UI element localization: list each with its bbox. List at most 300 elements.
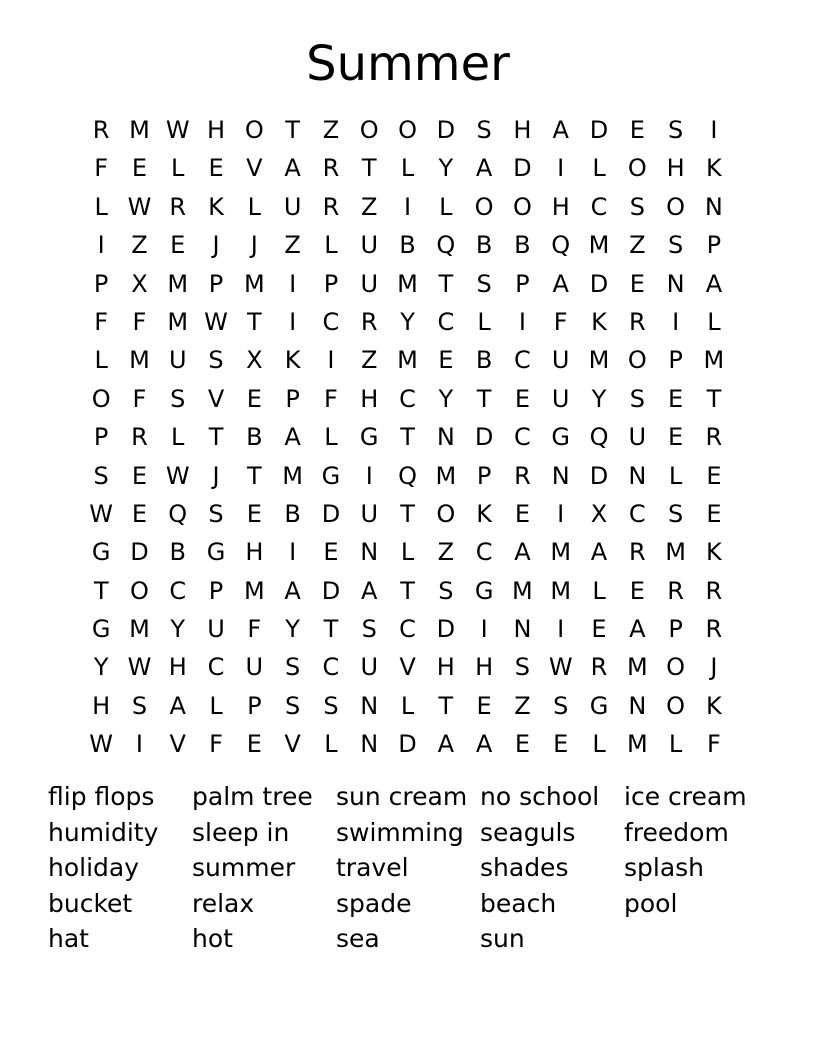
grid-letter: L <box>668 461 683 490</box>
grid-letter: H <box>360 384 379 413</box>
grid-letter: R <box>169 192 187 221</box>
grid-letter: T <box>93 576 109 605</box>
grid-letter: S <box>93 461 109 490</box>
grid-letter: C <box>514 346 531 375</box>
grid-letter: F <box>553 307 568 336</box>
grid-letter: Z <box>284 231 301 260</box>
grid-letter: H <box>475 653 494 682</box>
grid-letter: U <box>551 384 570 413</box>
grid-letter: H <box>207 116 226 144</box>
grid-letter: L <box>171 154 185 183</box>
grid-letter: I <box>135 730 143 759</box>
grid-letter: A <box>514 538 531 567</box>
word-list-item: palm tree <box>192 782 313 811</box>
grid-letter: S <box>667 499 684 528</box>
grid-letter: T <box>400 423 415 452</box>
grid-letter: V <box>246 154 263 183</box>
grid-letter: W <box>165 461 190 490</box>
grid-letter: S <box>514 653 531 682</box>
word-list-item: shades <box>480 853 569 882</box>
grid-letter: D <box>436 615 456 644</box>
grid-letter: Z <box>629 231 646 260</box>
grid-letter: R <box>92 116 110 144</box>
grid-letter: R <box>322 154 340 183</box>
grid-letter: S <box>553 691 569 720</box>
grid-letter: E <box>629 269 645 298</box>
grid-letter: C <box>399 384 416 413</box>
grid-letter: E <box>131 461 148 490</box>
grid-letter: D <box>589 269 609 298</box>
word-list-item: no school <box>480 782 600 811</box>
grid-letter: I <box>289 538 297 567</box>
grid-letter: Y <box>93 653 109 682</box>
grid-letter: W <box>165 116 190 144</box>
grid-letter: M <box>665 538 686 567</box>
grid-letter: M <box>282 461 303 490</box>
grid-letter: L <box>477 307 491 336</box>
grid-letter: I <box>710 116 718 144</box>
grid-letter: D <box>436 116 456 144</box>
grid-letter: G <box>321 461 341 490</box>
grid-letter: U <box>360 231 379 260</box>
grid-letter: U <box>360 269 379 298</box>
grid-letter: D <box>321 576 341 605</box>
grid-letter: Y <box>400 307 415 336</box>
grid-letter: A <box>437 730 455 759</box>
grid-letter: D <box>589 461 609 490</box>
grid-letter: B <box>284 499 301 528</box>
grid-letter: L <box>592 576 606 605</box>
grid-letter: G <box>551 423 571 452</box>
grid-letter: W <box>127 192 152 221</box>
grid-letter: M <box>512 576 533 605</box>
grid-letter: L <box>247 192 262 221</box>
grid-letter: A <box>475 154 493 183</box>
grid-letter: O <box>627 346 647 375</box>
grid-letter: T <box>706 384 722 413</box>
grid-letter: H <box>436 653 455 682</box>
grid-letter: Y <box>285 615 300 644</box>
grid-letter: D <box>589 116 609 144</box>
grid-letter: O <box>130 576 149 605</box>
grid-letter: Z <box>361 346 378 375</box>
grid-letter: E <box>323 538 339 567</box>
grid-letter: S <box>208 499 224 528</box>
grid-letter: O <box>436 499 456 528</box>
grid-letter: N <box>360 538 379 567</box>
grid-letter: C <box>437 307 455 336</box>
grid-letter: B <box>475 346 493 375</box>
grid-letter: S <box>476 116 492 144</box>
grid-letter: O <box>512 192 532 221</box>
grid-letter: A <box>284 154 301 183</box>
grid-letter: M <box>129 346 150 375</box>
grid-letter: U <box>168 346 187 375</box>
grid-letter: X <box>131 269 148 298</box>
word-list-item: summer <box>192 853 296 882</box>
grid-letter: P <box>668 615 683 644</box>
word-list-item: pool <box>624 888 678 918</box>
grid-letter: R <box>628 307 646 336</box>
grid-letter: A <box>284 576 301 605</box>
grid-letter: I <box>557 615 565 644</box>
grid-letter: M <box>397 269 418 298</box>
grid-letter: P <box>285 384 300 413</box>
grid-letter: A <box>629 615 646 644</box>
grid-letter: D <box>321 499 341 528</box>
grid-letter: F <box>706 730 721 759</box>
grid-letter: A <box>705 269 723 298</box>
grid-letter: T <box>361 154 377 183</box>
grid-letter: S <box>629 192 645 221</box>
grid-letter: H <box>92 691 111 720</box>
word-list-item: freedom <box>624 817 729 847</box>
grid-letter: R <box>514 461 531 490</box>
grid-letter: N <box>551 461 570 490</box>
grid-letter: Q <box>551 231 571 260</box>
grid-letter: E <box>208 154 224 183</box>
grid-letter: O <box>359 116 379 144</box>
grid-letter: Y <box>591 384 607 413</box>
grid-letter: A <box>284 423 301 452</box>
grid-letter: J <box>250 231 258 260</box>
grid-letter: E <box>629 576 645 605</box>
grid-letter: Y <box>438 154 454 183</box>
grid-letter: E <box>629 116 645 144</box>
grid-letter: F <box>94 307 109 336</box>
grid-letter: F <box>132 384 147 413</box>
grid-letter: O <box>627 154 647 183</box>
grid-letter: A <box>169 691 186 720</box>
grid-letter: N <box>704 192 723 221</box>
grid-letter: H <box>168 653 187 682</box>
grid-letter: Q <box>168 499 188 528</box>
grid-letter: L <box>592 154 606 183</box>
grid-letter: E <box>668 423 684 452</box>
grid-letter: L <box>439 192 453 221</box>
grid-letter: C <box>475 538 493 567</box>
grid-letter: R <box>322 192 340 221</box>
grid-letter: U <box>360 653 379 682</box>
grid-letter: P <box>208 576 224 605</box>
word-list-item: travel <box>336 853 409 882</box>
grid-letter: L <box>707 307 721 336</box>
grid-letter: I <box>557 499 565 528</box>
grid-letter: Z <box>361 192 378 221</box>
grid-letter: U <box>283 192 302 221</box>
grid-letter: S <box>629 384 645 413</box>
grid-letter: B <box>514 231 531 260</box>
word-list-item: holiday <box>48 853 140 882</box>
grid-letter: Q <box>589 423 609 452</box>
grid-letter: M <box>703 346 725 375</box>
grid-letter: M <box>550 576 572 605</box>
grid-letter: M <box>167 307 189 336</box>
grid-letter: T <box>438 691 454 720</box>
grid-letter: T <box>400 499 415 528</box>
grid-letter: D <box>513 154 532 183</box>
grid-letter: X <box>246 346 263 375</box>
grid-letter: O <box>666 653 686 682</box>
grid-letter: F <box>94 154 109 183</box>
grid-letter: Y <box>170 615 186 644</box>
grid-letter: E <box>553 730 569 759</box>
grid-letter: M <box>129 116 150 144</box>
grid-letter: N <box>628 461 647 490</box>
grid-letter: E <box>246 730 262 759</box>
grid-letter: C <box>322 307 340 336</box>
grid-letter: N <box>666 269 685 298</box>
word-list-item: flip flops <box>48 782 155 811</box>
grid-letter: P <box>668 346 683 375</box>
word-list-item: sleep in <box>192 817 290 847</box>
grid-letter: F <box>132 307 147 336</box>
grid-letter: F <box>324 384 338 413</box>
word-list-item: humidity <box>48 817 159 847</box>
grid-letter: L <box>94 192 108 221</box>
grid-letter: I <box>327 346 335 375</box>
grid-letter: D <box>130 538 149 567</box>
grid-letter: H <box>666 154 685 183</box>
grid-letter: H <box>513 116 532 144</box>
grid-letter: Q <box>436 231 456 260</box>
grid-letter: B <box>475 231 493 260</box>
grid-letter: A <box>475 730 493 759</box>
grid-letter: E <box>668 384 684 413</box>
grid-letter: T <box>323 615 339 644</box>
grid-letter: O <box>398 116 417 144</box>
grid-letter: P <box>515 269 530 298</box>
word-list-item: ice cream <box>624 782 747 811</box>
grid-letter: S <box>285 691 301 720</box>
word-list-item: beach <box>480 888 557 918</box>
grid-letter: S <box>361 615 377 644</box>
grid-letter: B <box>246 423 263 452</box>
grid-letter: B <box>399 231 416 260</box>
grid-letter: M <box>243 269 265 298</box>
grid-letter: C <box>169 576 187 605</box>
grid-letter: C <box>514 423 531 452</box>
grid-letter: I <box>403 192 412 221</box>
grid-letter: J <box>710 653 718 682</box>
grid-letter: E <box>438 346 454 375</box>
letter-grid <box>82 111 733 764</box>
grid-letter: W <box>127 653 152 682</box>
grid-letter: T <box>208 423 224 452</box>
grid-letter: O <box>474 192 494 221</box>
grid-letter: A <box>590 538 608 567</box>
word-list-item: hat <box>48 924 89 953</box>
grid-letter: S <box>208 346 224 375</box>
grid-letter: Z <box>514 691 531 720</box>
grid-letter: G <box>91 615 111 644</box>
grid-letter: A <box>552 116 569 144</box>
word-list-item: bucket <box>48 888 133 918</box>
grid-letter: I <box>557 154 565 183</box>
grid-letter: U <box>207 615 225 644</box>
grid-letter: E <box>131 154 148 183</box>
word-list-item: sea <box>336 924 380 953</box>
grid-letter: B <box>169 538 186 567</box>
grid-letter: S <box>285 653 301 682</box>
grid-letter: M <box>435 461 457 490</box>
grid-letter: C <box>399 615 416 644</box>
grid-letter: P <box>93 423 109 452</box>
grid-letter: N <box>628 691 647 720</box>
grid-letter: K <box>706 691 722 720</box>
page-title: Summer <box>306 36 510 92</box>
grid-letter: W <box>89 730 114 759</box>
grid-letter: G <box>589 691 609 720</box>
grid-letter: L <box>94 346 108 375</box>
grid-letter: P <box>93 269 109 298</box>
word-list-item: sun <box>480 924 525 953</box>
word-list-item: spade <box>336 888 412 918</box>
grid-letter: X <box>590 499 608 528</box>
grid-letter: R <box>628 538 646 567</box>
grid-letter: M <box>626 653 648 682</box>
grid-letter: M <box>588 231 610 260</box>
grid-letter: W <box>89 499 114 528</box>
word-list-item: seaguls <box>480 817 576 847</box>
grid-letter: S <box>667 231 684 260</box>
grid-letter: G <box>206 538 226 567</box>
grid-letter: Z <box>131 231 148 260</box>
grid-letter: D <box>398 730 417 759</box>
grid-letter: N <box>436 423 455 452</box>
grid-letter: L <box>592 730 606 759</box>
grid-letter: U <box>360 499 379 528</box>
grid-letter: P <box>476 461 492 490</box>
grid-letter: N <box>360 691 379 720</box>
grid-letter: M <box>397 346 418 375</box>
grid-letter: G <box>474 576 494 605</box>
grid-letter: M <box>129 615 150 644</box>
grid-letter: T <box>476 384 492 413</box>
grid-letter: P <box>208 269 224 298</box>
grid-letter: H <box>245 538 264 567</box>
grid-letter: S <box>476 269 492 298</box>
grid-letter: P <box>247 691 262 720</box>
grid-letter: M <box>243 576 265 605</box>
grid-letter: I <box>289 307 297 336</box>
grid-letter: M <box>588 346 610 375</box>
grid-letter: T <box>247 461 262 490</box>
grid-letter: E <box>706 499 722 528</box>
grid-letter: R <box>360 307 378 336</box>
word-list-item: splash <box>624 853 705 882</box>
grid-letter: I <box>289 269 297 298</box>
grid-letter: I <box>97 231 105 260</box>
grid-letter: W <box>548 653 573 682</box>
grid-letter: R <box>705 615 723 644</box>
word-list-item: swimming <box>336 817 464 847</box>
grid-letter: A <box>552 269 569 298</box>
grid-letter: L <box>324 423 338 452</box>
grid-letter: S <box>667 116 684 144</box>
grid-letter: K <box>706 154 722 183</box>
word-list <box>48 779 768 957</box>
grid-letter: O <box>244 116 264 144</box>
grid-letter: G <box>359 423 379 452</box>
grid-letter: I <box>518 307 526 336</box>
grid-letter: W <box>204 307 228 336</box>
grid-letter: C <box>207 653 225 682</box>
grid-letter: C <box>590 192 608 221</box>
grid-letter: E <box>476 691 492 720</box>
grid-letter: P <box>706 231 722 260</box>
grid-letter: Q <box>398 461 417 490</box>
grid-letter: S <box>131 691 148 720</box>
grid-letter: J <box>212 231 220 260</box>
grid-letter: L <box>668 730 683 759</box>
grid-letter: S <box>323 691 339 720</box>
grid-letter: K <box>208 192 224 221</box>
grid-letter: L <box>171 423 185 452</box>
grid-letter: L <box>400 154 415 183</box>
grid-letter: U <box>551 346 570 375</box>
grid-letter: T <box>438 269 454 298</box>
grid-letter: E <box>170 231 186 260</box>
grid-letter: L <box>209 691 223 720</box>
grid-letter: Z <box>437 538 455 567</box>
grid-letter: I <box>480 615 488 644</box>
grid-letter: L <box>400 691 415 720</box>
grid-letter: R <box>131 423 148 452</box>
grid-letter: Y <box>438 384 454 413</box>
grid-letter: H <box>551 192 570 221</box>
grid-letter: U <box>628 423 647 452</box>
grid-letter: E <box>131 499 148 528</box>
grid-letter: R <box>667 576 684 605</box>
grid-letter: K <box>476 499 492 528</box>
grid-letter: E <box>514 730 530 759</box>
grid-letter: J <box>212 461 220 490</box>
grid-letter: E <box>514 499 530 528</box>
grid-letter: I <box>365 461 373 490</box>
grid-letter: U <box>245 653 264 682</box>
grid-letter: K <box>591 307 607 336</box>
grid-letter: S <box>438 576 454 605</box>
grid-letter: E <box>706 461 722 490</box>
grid-letter: F <box>247 615 262 644</box>
word-list-item: sun cream <box>336 782 468 811</box>
grid-letter: K <box>284 346 301 375</box>
grid-letter: K <box>706 538 722 567</box>
grid-letter: M <box>550 538 572 567</box>
grid-letter: L <box>324 730 338 759</box>
grid-letter: E <box>591 615 607 644</box>
grid-letter: R <box>590 653 608 682</box>
grid-letter: V <box>399 653 416 682</box>
grid-letter: E <box>514 384 530 413</box>
grid-letter: E <box>246 384 262 413</box>
grid-letter: O <box>666 691 686 720</box>
grid-letter: T <box>247 307 262 336</box>
grid-letter: S <box>170 384 186 413</box>
grid-letter: L <box>324 231 338 260</box>
grid-letter: V <box>207 384 225 413</box>
grid-letter: M <box>167 269 189 298</box>
grid-letter: F <box>209 730 223 759</box>
grid-letter: L <box>400 538 415 567</box>
grid-letter: I <box>672 307 680 336</box>
grid-letter: N <box>360 730 379 759</box>
grid-letter: R <box>705 423 723 452</box>
grid-letter: Z <box>322 116 340 144</box>
grid-letter: V <box>169 730 186 759</box>
word-list-item: hot <box>192 924 233 953</box>
